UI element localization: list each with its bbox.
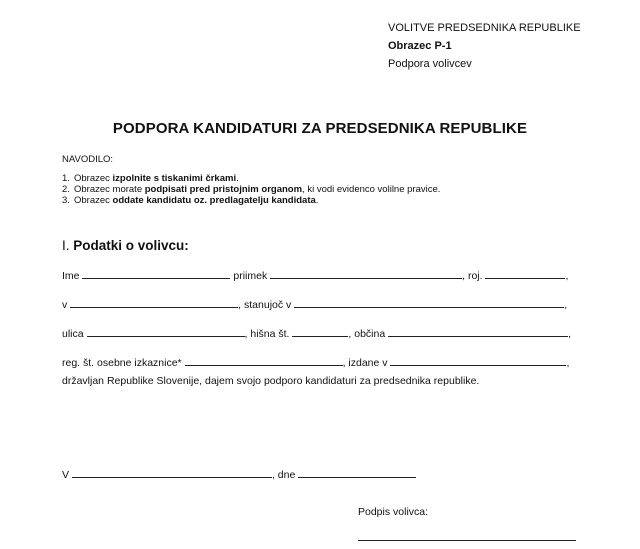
form-row-name: Ime priimek , roj. , [62,270,569,282]
instruction-number: 1. [62,173,70,184]
ime-field[interactable] [82,269,230,279]
izdane-v-field[interactable] [390,356,566,366]
obcina-field[interactable] [388,327,568,337]
instruction-number: 2. [62,184,70,195]
label-v: v [62,299,68,311]
label-reg-st: reg. št. osebne izkaznice* [62,357,182,369]
support-statement: državljan Republike Slovenije, dajem svojo podporo kandidaturi za predsednika republike. [62,375,480,387]
stanujoc-field[interactable] [294,298,564,308]
priimek-field[interactable] [270,269,462,279]
section-number: I. [62,238,74,253]
label-kraj: V [62,469,70,481]
section-heading [62,238,189,253]
instruction-item: 3. Obrazec oddate kandidatu oz. predlagatelju kandidata. [62,195,319,206]
hisna-st-field[interactable] [292,327,348,337]
kraj-field[interactable] [72,468,272,478]
label-ime: Ime [62,270,80,282]
instruction-number: 3. [62,195,70,206]
label-roj: , roj. [462,270,483,282]
form-row-id: reg. št. osebne izkaznice* , izdane v , [62,357,570,369]
datum-field[interactable] [298,468,416,478]
instruction-item: 2. Obrazec morate podpisati pred pristojnim organom, ki vodi evidenco volilne pravice. [62,184,441,195]
kraj-rojstva-field[interactable] [70,298,238,308]
document-title: PODPORA KANDIDATURI ZA PREDSEDNIKA REPUBLIKE [112,120,528,137]
form-subtitle: Podpora volivcev [388,58,472,70]
label-hisna-st: , hišna št. [244,328,290,340]
instruction-item: 1. Obrazec izpolnite s tiskanimi črkami. [62,173,239,184]
signature-label: Podpis volivca: [358,506,429,518]
label-ulica: ulica [62,328,84,340]
form-code: Obrazec P-1 [388,40,452,52]
form-row-residence: v , stanujoč v , [62,299,568,311]
form-row-address: ulica , hišna št. , občina , [62,328,572,340]
ulica-field[interactable] [87,327,245,337]
datum-rojstva-field[interactable] [485,269,565,279]
label-stanujoc: , stanujoč v [238,299,292,311]
reg-st-field[interactable] [185,356,343,366]
form-row-place-date [62,468,416,481]
signature-line[interactable] [358,540,576,541]
label-dne: , dne [271,469,296,481]
election-name: VOLITVE PREDSEDNIKA REPUBLIKE [388,22,581,34]
label-priimek: priimek [233,270,268,282]
instructions-heading: NAVODILO: [62,154,114,165]
section-title: Podatki o volivcu: [73,238,189,253]
label-izdane-v: , izdane v [342,357,388,369]
label-obcina: , občina [348,328,386,340]
